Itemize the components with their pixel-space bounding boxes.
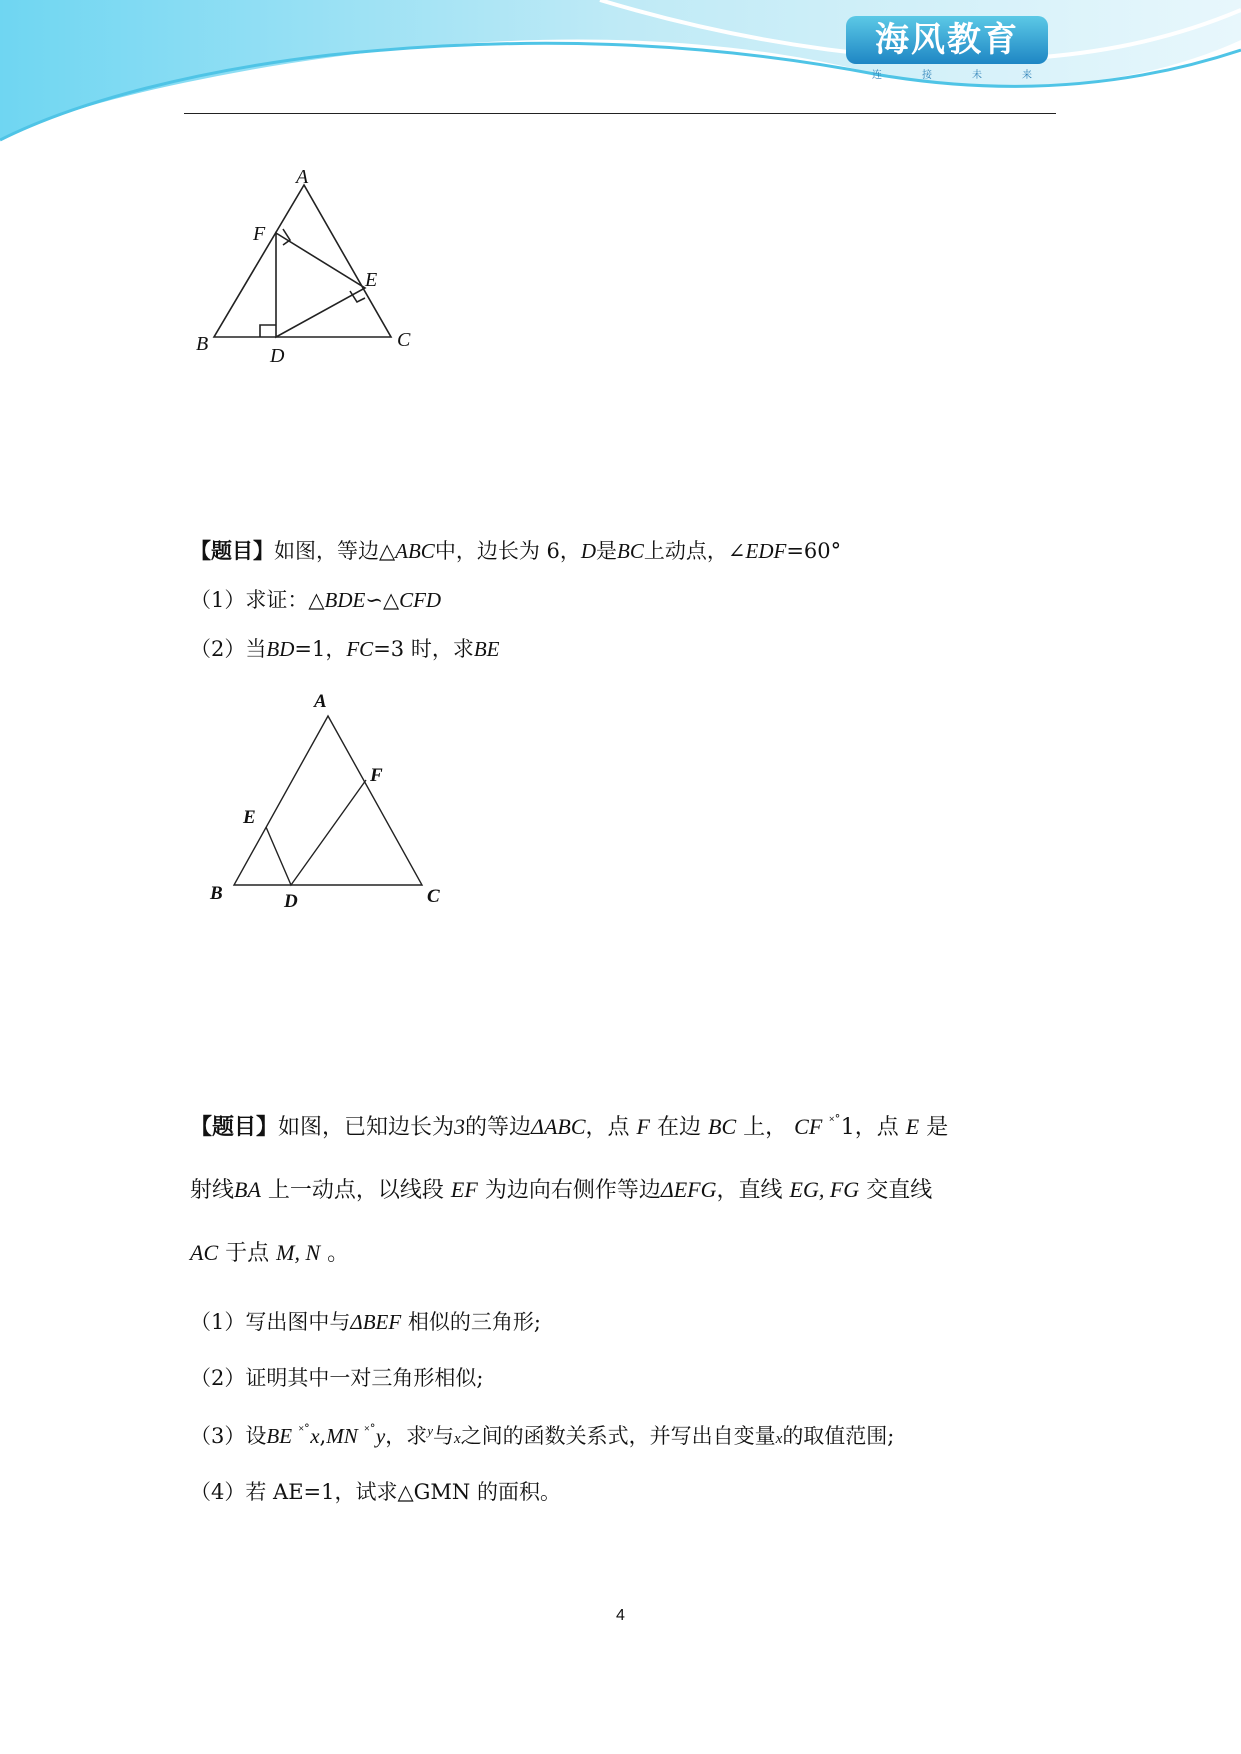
label-e: E	[243, 807, 256, 828]
equals-glyph: ˟˚	[298, 1424, 311, 1439]
text: ，直线	[716, 1178, 783, 1203]
text: =60°	[786, 539, 842, 563]
slogan-char: 连	[872, 70, 882, 81]
brand-logo: 海风教育	[846, 16, 1048, 64]
math-triangle-abc: ΔABC	[531, 1114, 586, 1139]
problem-bracket: 【题目】	[190, 1115, 279, 1140]
problem-2-question-3	[190, 1420, 894, 1450]
text: ，求	[385, 1424, 428, 1448]
math-d: D	[580, 539, 597, 563]
text: 的等边	[465, 1115, 532, 1140]
segment-e-d-f	[266, 780, 366, 885]
label-b: B	[210, 883, 223, 904]
text: ∽△	[365, 588, 400, 612]
math-ba: BA	[234, 1177, 261, 1202]
math-m-n: M, N	[276, 1240, 321, 1265]
problem-1-question-2	[190, 633, 499, 663]
figure-triangle-2	[200, 680, 460, 920]
label-a: A	[296, 166, 309, 188]
figure-triangle-1	[185, 160, 425, 370]
right-angle-mark-f	[283, 229, 290, 245]
page-number: 4	[616, 1607, 625, 1624]
text: 中，边长为 6，	[434, 539, 581, 563]
text: 是	[926, 1115, 949, 1140]
label-c: C	[397, 329, 411, 351]
text: ，点	[585, 1115, 630, 1140]
math-mn: MN	[326, 1424, 358, 1448]
math-edf: EDF	[745, 539, 787, 563]
brand-slogan	[872, 66, 1032, 81]
equals-glyph: ˟˚	[829, 1114, 841, 1130]
math-be: BE	[266, 1424, 293, 1448]
math-bc: BC	[617, 539, 644, 563]
math-be: BE	[473, 637, 500, 661]
header-rule	[184, 113, 1056, 114]
text: （2）当	[190, 637, 267, 661]
problem-2-question-4	[190, 1476, 561, 1506]
math-triangle-efg: ΔEFG	[660, 1177, 717, 1202]
math-y: y	[375, 1424, 386, 1448]
math-cfd: CFD	[399, 588, 442, 612]
math-e: E	[905, 1114, 920, 1139]
problem-2-question-1	[190, 1306, 541, 1336]
problem-1-question-1	[190, 584, 441, 614]
text: 射线	[190, 1178, 235, 1203]
label-e: E	[365, 269, 378, 291]
text: ,	[319, 1424, 327, 1448]
label-c: C	[427, 886, 440, 907]
math-bc: BC	[708, 1114, 737, 1139]
problem-bracket: 【题目】	[190, 539, 274, 563]
text: 为边向右侧作等边	[484, 1178, 661, 1203]
text: 交直线	[866, 1178, 933, 1203]
triangle-abc	[214, 185, 391, 337]
math-eg-fg: EG, FG	[789, 1177, 860, 1202]
right-angle-mark-d	[260, 325, 276, 337]
problem-1-statement	[190, 535, 841, 565]
math-bd: BD	[266, 637, 295, 661]
math-fc: FC	[346, 637, 374, 661]
math-ac: AC	[190, 1240, 219, 1265]
problem-2-statement-line-3	[190, 1236, 349, 1267]
text: （3）设	[190, 1424, 267, 1448]
math-abc: ABC	[395, 539, 435, 563]
math-three: 3	[454, 1114, 466, 1139]
text: （1）写出图中与	[190, 1310, 351, 1334]
math-y: y	[427, 1423, 433, 1438]
text: ，点	[854, 1115, 899, 1140]
math-cf: CF	[794, 1114, 823, 1139]
problem-2-statement-line-2	[190, 1173, 932, 1204]
math-bde: BDE	[324, 588, 366, 612]
label-d: D	[270, 345, 285, 367]
text: （4）若 AE=1，试求△GMN 的面积。	[190, 1480, 561, 1504]
text: =1，	[294, 637, 347, 661]
problem-2-question-2	[190, 1362, 483, 1392]
text: 在边	[656, 1115, 701, 1140]
equals-glyph: ˟˚	[364, 1424, 376, 1439]
label-a: A	[314, 691, 327, 712]
triangle-abc	[234, 716, 422, 885]
label-b: B	[196, 333, 209, 355]
text: 上，	[743, 1115, 788, 1140]
math-f: F	[636, 1114, 650, 1139]
text: 的取值范围;	[782, 1424, 895, 1448]
header-wave	[0, 0, 1241, 150]
text: （1）求证：△	[190, 588, 325, 612]
math-triangle-bef: ΔBEF	[350, 1310, 402, 1334]
math-x: x	[775, 1431, 783, 1447]
label-d: D	[284, 891, 298, 912]
slogan-char: 来	[1022, 70, 1032, 81]
text: 。	[327, 1241, 350, 1266]
math-x: x	[310, 1424, 320, 1448]
text: 相似的三角形;	[407, 1310, 541, 1334]
text: =3 时，求	[373, 637, 474, 661]
text: （2）证明其中一对三角形相似;	[190, 1366, 484, 1390]
math-ef: EF	[450, 1177, 478, 1202]
math-x: x	[453, 1431, 461, 1447]
text: 上一动点，以线段	[267, 1178, 444, 1203]
text: 如图，等边△	[274, 539, 396, 563]
label-f: F	[253, 223, 266, 245]
slogan-char: 未	[972, 70, 982, 81]
triangle-def	[276, 233, 365, 337]
text: 之间的函数关系式，并写出自变量	[460, 1424, 776, 1448]
slogan-char: 接	[922, 70, 932, 81]
text: 如图，已知边长为	[278, 1115, 455, 1140]
text: 上动点，∠	[643, 539, 746, 563]
problem-2-statement-line-1	[190, 1110, 948, 1141]
text: 于点	[225, 1241, 270, 1266]
text: 是	[596, 539, 618, 563]
label-f: F	[370, 765, 383, 786]
math-one: 1	[840, 1115, 855, 1140]
text: 与	[432, 1424, 454, 1448]
